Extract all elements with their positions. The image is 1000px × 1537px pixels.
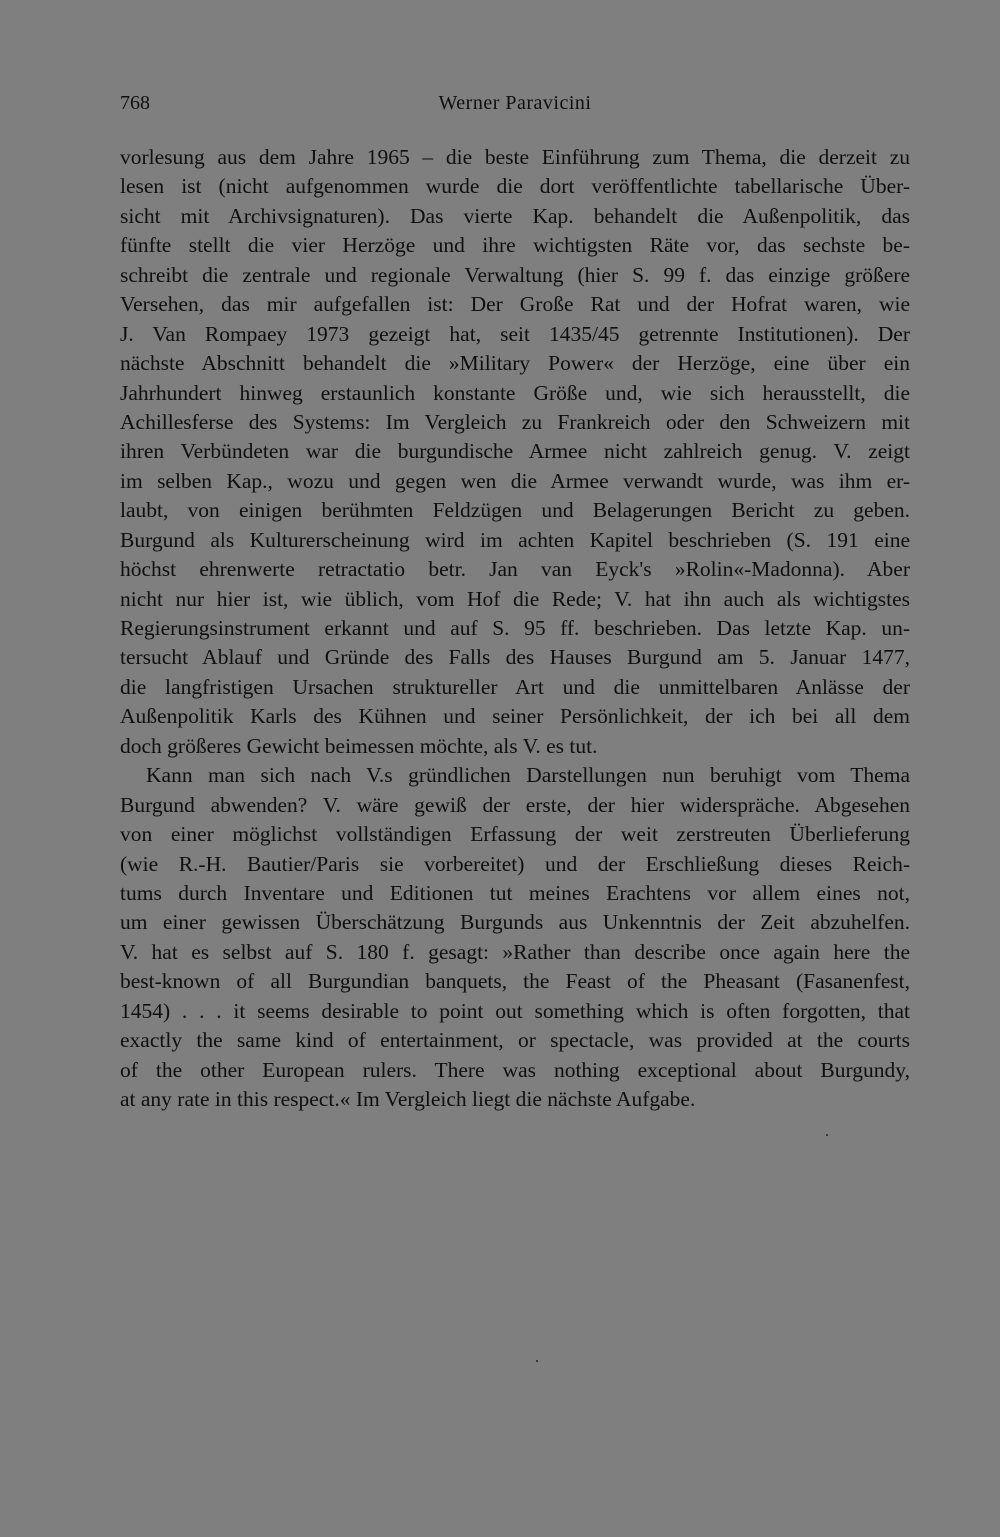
text-line: höchst ehrenwerte retractatio betr. Jan van Eyck's »Rolin«-Madonna). Aber — [120, 557, 910, 582]
paragraph-1 — [120, 143, 910, 761]
text-line: laubt, von einigen berühmten Feldzügen und Belagerungen Bericht zu geben. — [120, 498, 910, 523]
running-title: Werner Paravicini — [438, 92, 592, 114]
text-line: schreibt die zentrale und regionale Verwaltung (hier S. 99 f. das einzige größere — [120, 262, 910, 287]
text-line: Jahrhundert hinweg erstaunlich konstante Größe und, wie sich herausstellt, die — [120, 380, 910, 405]
text-line: (wie R.-H. Bautier/Paris sie vorbereitet) und der Erschließung dieses Reich- — [120, 851, 910, 876]
text-line: Außenpolitik Karls des Kühnen und seiner Persönlichkeit, der ich bei all dem — [120, 704, 910, 729]
page-number: 768 — [120, 92, 150, 114]
text-line: Achillesferse des Systems: Im Vergleich zu Frankreich oder den Schweizern mit — [120, 409, 910, 434]
text-line: nicht nur hier ist, wie üblich, vom Hof die Rede; V. hat ihn auch als wichtigstes — [120, 586, 910, 611]
text-line: vorlesung aus dem Jahre 1965 – die beste Einführung zum Thema, die derzeit zu — [120, 145, 910, 169]
text-line: von einer möglichst vollständigen Erfassung der weit zerstreuten Überlieferung — [120, 822, 910, 847]
text-line: tums durch Inventare und Editionen tut meines Erachtens vor allem eines not, — [120, 880, 910, 905]
text-line: exactly the same kind of entertainment, or spectacle, was provided at the courts — [120, 1028, 910, 1053]
text-line: best-known of all Burgundian banquets, the Feast of the Pheasant (Fasanenfest, — [120, 969, 910, 994]
text-line: fünfte stellt die vier Herzöge und ihre wichtigsten Räte vor, das sechste be- — [120, 233, 910, 258]
text-line: im selben Kap., wozu und gegen wen die Armee verwandt wurde, was ihm er- — [120, 468, 910, 493]
text-line: Kann man sich nach V.s gründlichen Darstellungen nun beruhigt vom Thema — [146, 763, 910, 788]
scan-speck — [536, 1360, 538, 1362]
text-line: Burgund als Kulturerscheinung wird im achten Kapitel beschrieben (S. 191 eine — [120, 527, 910, 552]
text-line: at any rate in this respect.« Im Vergleich liegt die nächste Aufgabe. — [120, 1087, 696, 1111]
body-text — [120, 143, 910, 1114]
paragraph-2 — [120, 761, 910, 1114]
text-line: of the other European rulers. There was nothing exceptional about Burgundy, — [120, 1057, 910, 1082]
text-line: um einer gewissen Überschätzung Burgunds aus Unkenntnis der Zeit abzuhelfen. — [120, 910, 910, 935]
text-line: nächste Abschnitt behandelt die »Military Power« der Herzöge, eine über ein — [120, 351, 910, 376]
text-line: J. Van Rompaey 1973 gezeigt hat, seit 1435/45 getrennte Institutionen). Der — [120, 321, 910, 346]
text-line: doch größeres Gewicht beimessen möchte, als V. es tut. — [120, 733, 598, 758]
text-line: 1454) . . . it seems desirable to point out something which is often forgotten, that — [120, 998, 910, 1023]
running-head — [120, 88, 910, 118]
text-line: ihren Verbündeten war die burgundische Armee nicht zahlreich genug. V. zeigt — [120, 439, 910, 464]
text-line: Versehen, das mir aufgefallen ist: Der Große Rat und der Hofrat waren, wie — [120, 292, 910, 317]
text-line: Burgund abwenden? V. wäre gewiß der erste, der hier widerspräche. Abgesehen — [120, 792, 910, 817]
text-line: sicht mit Archivsignaturen). Das vierte Kap. behandelt die Außenpolitik, das — [120, 203, 910, 228]
text-line: lesen ist (nicht aufgenommen wurde die dort veröffentlichte tabellarische Über- — [120, 174, 910, 199]
text-line: tersucht Ablauf und Gründe des Falls des Hauses Burgund am 5. Januar 1477, — [120, 645, 910, 670]
scan-speck — [826, 1134, 828, 1136]
text-line: V. hat es selbst auf S. 180 f. gesagt: »Rather than describe once again here the — [120, 939, 910, 964]
text-line: die langfristigen Ursachen struktureller Art und die unmittelbaren Anlässe der — [120, 674, 910, 699]
text-line: Regierungsinstrument erkannt und auf S. 95 ff. beschrieben. Das letzte Kap. un- — [120, 616, 910, 640]
